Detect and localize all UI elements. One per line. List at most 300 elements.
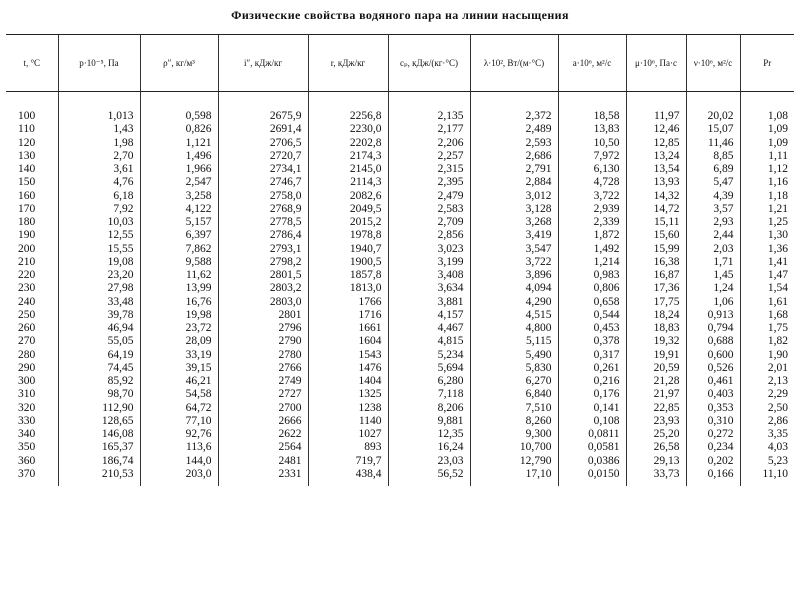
table-cell: 128,65 <box>58 415 140 428</box>
table-cell: 3,57 <box>686 203 740 216</box>
table-cell: 1,06 <box>686 296 740 309</box>
table-cell: 2,479 <box>388 190 470 203</box>
table-cell: 7,862 <box>140 243 218 256</box>
table-cell: 0,0150 <box>558 468 626 486</box>
table-cell: 2691,4 <box>218 123 308 136</box>
spacer-cell <box>558 92 626 111</box>
table-cell: 11,10 <box>740 468 794 486</box>
table-cell: 2,709 <box>388 216 470 229</box>
table-cell: 140 <box>18 163 36 176</box>
table-cell: 146,08 <box>58 428 140 441</box>
table-cell: 0,658 <box>558 296 626 309</box>
table-cell: 9,588 <box>140 256 218 269</box>
table-row <box>6 428 794 441</box>
table-cell: 17,36 <box>626 282 686 295</box>
table-cell: 5,47 <box>686 176 740 189</box>
table-cell: 270 <box>18 335 36 348</box>
table-cell: 12,85 <box>626 137 686 150</box>
table-cell: 3,128 <box>470 203 558 216</box>
table-cell: 2790 <box>218 335 308 348</box>
table-cell: 98,70 <box>58 388 140 401</box>
table-cell: 22,85 <box>626 402 686 415</box>
table-row <box>6 203 794 216</box>
table-cell: 13,54 <box>626 163 686 176</box>
table-cell: 1238 <box>308 402 388 415</box>
table-cell: 11,97 <box>626 110 686 123</box>
table-cell: 360 <box>18 454 36 467</box>
table-cell: 1,68 <box>740 309 794 322</box>
table-cell: 4,467 <box>388 322 470 335</box>
table-cell: 190 <box>18 229 36 242</box>
table-cell: 20,59 <box>626 362 686 375</box>
table-cell: 144,0 <box>140 455 218 468</box>
table-cell: 170 <box>18 202 36 215</box>
table-cell: 17,75 <box>626 296 686 309</box>
table-cell: 1476 <box>308 362 388 375</box>
table-cell: 92,76 <box>140 428 218 441</box>
table-cell: 2,939 <box>558 203 626 216</box>
spacer-cell <box>308 92 388 111</box>
table-cell: 2,547 <box>140 176 218 189</box>
table-cell: 1,013 <box>58 110 140 123</box>
table-row <box>6 243 794 256</box>
table-cell: 4,122 <box>140 203 218 216</box>
table-cell: 1857,8 <box>308 269 388 282</box>
table-cell: 180 <box>18 216 36 229</box>
table-cell: 1,121 <box>140 137 218 150</box>
table-cell: 54,58 <box>140 388 218 401</box>
column-header: ρ″, кг/м³ <box>140 35 218 92</box>
table-cell: 1,25 <box>740 216 794 229</box>
table-cell: 2780 <box>218 349 308 362</box>
table-cell: 2720,7 <box>218 150 308 163</box>
table-cell: 1,11 <box>740 150 794 163</box>
column-header: μ·10⁶, Па·с <box>626 35 686 92</box>
table-cell: 5,234 <box>388 349 470 362</box>
table-cell: 200 <box>18 242 36 255</box>
table-cell: 3,199 <box>388 256 470 269</box>
table-cell: 6,270 <box>470 375 558 388</box>
spacer-cell <box>58 92 140 111</box>
table-cell: 0,826 <box>140 123 218 136</box>
spacer-cell <box>740 92 794 111</box>
table-row <box>6 137 794 150</box>
table-cell: 370 <box>18 467 36 480</box>
table-cell: 5,694 <box>388 362 470 375</box>
table-cell: 1604 <box>308 335 388 348</box>
table-cell: 160 <box>18 189 36 202</box>
table-cell: 3,881 <box>388 296 470 309</box>
table-cell: 1,45 <box>686 269 740 282</box>
table-cell: 25,20 <box>626 428 686 441</box>
table-cell: 290 <box>18 361 36 374</box>
table-cell: 3,268 <box>470 216 558 229</box>
table-cell: 2796 <box>218 322 308 335</box>
table-cell: 15,60 <box>626 229 686 242</box>
table-cell: 17,10 <box>470 468 558 486</box>
table-cell: 74,45 <box>58 362 140 375</box>
table-cell: 39,15 <box>140 362 218 375</box>
steam-properties-table <box>6 34 794 486</box>
table-cell: 27,98 <box>58 282 140 295</box>
table-cell: 1,36 <box>740 243 794 256</box>
column-header: λ·10², Вт/(м·°C) <box>470 35 558 92</box>
table-cell: 230 <box>18 282 36 295</box>
table-cell: 2114,3 <box>308 176 388 189</box>
table-cell: 2049,5 <box>308 203 388 216</box>
table-cell: 6,280 <box>388 375 470 388</box>
table-cell: 240 <box>18 295 36 308</box>
table-cell: 2786,4 <box>218 229 308 242</box>
table-cell: 3,419 <box>470 229 558 242</box>
table-cell: 1,90 <box>740 349 794 362</box>
table-cell: 2734,1 <box>218 163 308 176</box>
table-cell: 0,141 <box>558 402 626 415</box>
table-cell: 0,806 <box>558 282 626 295</box>
table-cell: 2230,0 <box>308 123 388 136</box>
table-cell: 3,35 <box>740 428 794 441</box>
table-cell: 1,82 <box>740 335 794 348</box>
table-cell: 2,01 <box>740 362 794 375</box>
table-cell: 150 <box>18 176 36 189</box>
table-cell: 19,32 <box>626 335 686 348</box>
table-row <box>6 388 794 401</box>
table-cell: 0,108 <box>558 415 626 428</box>
table-cell: 4,157 <box>388 309 470 322</box>
column-header: i″, кДж/кг <box>218 35 308 92</box>
table-cell: 3,023 <box>388 243 470 256</box>
table-cell: 16,24 <box>388 441 470 454</box>
table-cell: 4,03 <box>740 441 794 454</box>
table-cell: 1,966 <box>140 163 218 176</box>
table-cell: 1813,0 <box>308 282 388 295</box>
header-row <box>6 35 794 92</box>
table-cell: 2,177 <box>388 123 470 136</box>
table-cell: 2,884 <box>470 176 558 189</box>
table-cell: 2,44 <box>686 229 740 242</box>
table-row <box>6 349 794 362</box>
table-cell: 12,46 <box>626 123 686 136</box>
table-row <box>6 282 794 295</box>
table-cell: 18,58 <box>558 110 626 123</box>
table-cell: 0,544 <box>558 309 626 322</box>
table-cell: 1404 <box>308 375 388 388</box>
table-cell: 1,872 <box>558 229 626 242</box>
table-cell: 15,55 <box>58 243 140 256</box>
table-cell: 0,983 <box>558 269 626 282</box>
table-cell: 2256,8 <box>308 110 388 123</box>
spacer-cell <box>140 92 218 111</box>
table-cell: 2793,1 <box>218 243 308 256</box>
table-row <box>6 163 794 176</box>
table-cell: 0,0581 <box>558 441 626 454</box>
table-cell: 110 <box>18 123 35 136</box>
table-cell: 210,53 <box>58 468 140 486</box>
table-cell: 13,24 <box>626 150 686 163</box>
spacer-cell <box>626 92 686 111</box>
spacer-cell <box>470 92 558 111</box>
table-row <box>6 110 794 123</box>
table-cell: 0,353 <box>686 402 740 415</box>
table-cell: 0,166 <box>686 468 740 486</box>
table-cell: 1,98 <box>58 137 140 150</box>
table-cell: 1716 <box>308 309 388 322</box>
table-cell: 2,791 <box>470 163 558 176</box>
table-cell: 15,07 <box>686 123 740 136</box>
table-cell: 2015,2 <box>308 216 388 229</box>
table-row <box>6 269 794 282</box>
spacer-cell <box>686 92 740 111</box>
table-row <box>6 468 794 486</box>
table-cell: 330 <box>18 414 36 427</box>
table-cell: 8,260 <box>470 415 558 428</box>
table-cell: 15,99 <box>626 243 686 256</box>
table-row <box>6 229 794 242</box>
table-cell: 0,461 <box>686 375 740 388</box>
table-cell: 2082,6 <box>308 190 388 203</box>
table-cell: 3,722 <box>558 190 626 203</box>
table-cell: 6,18 <box>58 190 140 203</box>
table-cell: 18,24 <box>626 309 686 322</box>
table-cell: 1,24 <box>686 282 740 295</box>
table-row <box>6 375 794 388</box>
column-header: cₚ, кДж/(кг·°C) <box>388 35 470 92</box>
table-cell: 33,73 <box>626 468 686 486</box>
table-cell: 10,700 <box>470 441 558 454</box>
table-row <box>6 176 794 189</box>
table-cell: 13,99 <box>140 282 218 295</box>
table-cell: 6,397 <box>140 229 218 242</box>
table-cell: 33,48 <box>58 296 140 309</box>
table-cell: 1140 <box>308 415 388 428</box>
table-cell: 250 <box>18 308 36 321</box>
table-cell: 1,08 <box>740 110 794 123</box>
table-cell: 3,634 <box>388 282 470 295</box>
table-cell: 12,35 <box>388 428 470 441</box>
table-cell: 0,0386 <box>558 455 626 468</box>
table-cell: 1,43 <box>58 123 140 136</box>
table-cell: 2174,3 <box>308 150 388 163</box>
spacer-cell <box>218 92 308 111</box>
table-cell: 2,686 <box>470 150 558 163</box>
table-cell: 1,09 <box>740 123 794 136</box>
table-cell: 340 <box>18 428 36 441</box>
table-cell: 2564 <box>218 441 308 454</box>
table-cell: 1,61 <box>740 296 794 309</box>
table-cell: 16,87 <box>626 269 686 282</box>
table-row <box>6 335 794 348</box>
table-cell: 0,272 <box>686 428 740 441</box>
table-cell: 64,19 <box>58 349 140 362</box>
table-cell: 0,176 <box>558 388 626 401</box>
table-cell: 39,78 <box>58 309 140 322</box>
table-cell: 2768,9 <box>218 203 308 216</box>
table-cell: 100 <box>18 110 36 123</box>
table-cell: 4,815 <box>388 335 470 348</box>
table-cell: 0,261 <box>558 362 626 375</box>
table-cell: 0,526 <box>686 362 740 375</box>
table-cell: 2622 <box>218 428 308 441</box>
spacer-cell <box>388 92 470 111</box>
table-cell: 2801,5 <box>218 269 308 282</box>
table-cell: 0,234 <box>686 441 740 454</box>
table-cell: 0,688 <box>686 335 740 348</box>
table-cell: 893 <box>308 441 388 454</box>
table-cell: 260 <box>18 322 36 335</box>
table-cell: 18,83 <box>626 322 686 335</box>
table-cell: 2801 <box>218 309 308 322</box>
table-cell: 13,83 <box>558 123 626 136</box>
table-cell: 5,157 <box>140 216 218 229</box>
table-cell: 2331 <box>218 468 308 486</box>
table-cell: 21,97 <box>626 388 686 401</box>
table-cell: 23,20 <box>58 269 140 282</box>
table-row <box>6 190 794 203</box>
table-cell: 46,94 <box>58 322 140 335</box>
table-cell: 2,257 <box>388 150 470 163</box>
table-cell: 14,72 <box>626 203 686 216</box>
table-cell: 3,61 <box>58 163 140 176</box>
table-cell: 3,896 <box>470 269 558 282</box>
table-cell: 1,21 <box>740 203 794 216</box>
table-cell: 0,310 <box>686 415 740 428</box>
table-cell: 1,47 <box>740 269 794 282</box>
table-title: Физические свойства водяного пара на линии насыщения <box>231 8 569 22</box>
table-cell: 4,290 <box>470 296 558 309</box>
table-cell: 0,317 <box>558 349 626 362</box>
table-cell: 2,315 <box>388 163 470 176</box>
table-cell: 186,74 <box>58 455 140 468</box>
table-cell: 7,972 <box>558 150 626 163</box>
column-header: ν·10⁶, м²/с <box>686 35 740 92</box>
table-cell: 10,03 <box>58 216 140 229</box>
table-cell: 2,339 <box>558 216 626 229</box>
table-cell: 23,72 <box>140 322 218 335</box>
table-cell: 2,372 <box>470 110 558 123</box>
table-cell: 23,93 <box>626 415 686 428</box>
table-cell: 113,6 <box>140 441 218 454</box>
table-cell: 1,12 <box>740 163 794 176</box>
table-cell: 2749 <box>218 375 308 388</box>
table-cell: 2727 <box>218 388 308 401</box>
table-row <box>6 296 794 309</box>
table-cell: 21,28 <box>626 375 686 388</box>
table-cell: 19,98 <box>140 309 218 322</box>
table-cell: 300 <box>18 375 36 388</box>
table-cell: 4,800 <box>470 322 558 335</box>
table-cell: 2666 <box>218 415 308 428</box>
table-row <box>6 322 794 335</box>
table-cell: 203,0 <box>140 468 218 486</box>
table-cell: 2803,2 <box>218 282 308 295</box>
table-cell: 9,300 <box>470 428 558 441</box>
spacer-row <box>6 92 794 111</box>
table-row <box>6 455 794 468</box>
table-cell: 0,0811 <box>558 428 626 441</box>
table-row <box>6 402 794 415</box>
table-cell: 0,794 <box>686 322 740 335</box>
table-cell: 1,496 <box>140 150 218 163</box>
table-cell: 165,37 <box>58 441 140 454</box>
table-cell: 280 <box>18 348 36 361</box>
table-cell: 2700 <box>218 402 308 415</box>
table-cell: 1543 <box>308 349 388 362</box>
table-cell: 2,13 <box>740 375 794 388</box>
table-cell: 3,258 <box>140 190 218 203</box>
table-cell: 9,881 <box>388 415 470 428</box>
table-cell: 11,46 <box>686 137 740 150</box>
table-cell: 2481 <box>218 455 308 468</box>
table-cell: 1,41 <box>740 256 794 269</box>
table-cell: 5,830 <box>470 362 558 375</box>
table-cell: 5,115 <box>470 335 558 348</box>
spacer-cell <box>6 92 58 111</box>
table-cell: 26,58 <box>626 441 686 454</box>
table-cell: 1,16 <box>740 176 794 189</box>
table-cell: 120 <box>18 136 36 149</box>
table-cell: 19,91 <box>626 349 686 362</box>
table-cell: 23,03 <box>388 455 470 468</box>
table-cell: 310 <box>18 388 36 401</box>
table-cell: 2145,0 <box>308 163 388 176</box>
table-cell: 2746,7 <box>218 176 308 189</box>
table-cell: 4,515 <box>470 309 558 322</box>
table-cell: 1,54 <box>740 282 794 295</box>
table-cell: 1,30 <box>740 229 794 242</box>
table-cell: 2,50 <box>740 402 794 415</box>
table-cell: 1,75 <box>740 322 794 335</box>
table-cell: 0,202 <box>686 455 740 468</box>
table-cell: 4,39 <box>686 190 740 203</box>
table-cell: 77,10 <box>140 415 218 428</box>
table-cell: 1978,8 <box>308 229 388 242</box>
table-cell: 2778,5 <box>218 216 308 229</box>
table-cell: 0,913 <box>686 309 740 322</box>
table-cell: 85,92 <box>58 375 140 388</box>
table-row <box>6 150 794 163</box>
table-cell: 12,790 <box>470 455 558 468</box>
table-cell: 12,55 <box>58 229 140 242</box>
table-cell: 2803,0 <box>218 296 308 309</box>
table-cell: 2758,0 <box>218 190 308 203</box>
table-cell: 112,90 <box>58 402 140 415</box>
table-cell: 438,4 <box>308 468 388 486</box>
table-cell: 1027 <box>308 428 388 441</box>
table-cell: 1766 <box>308 296 388 309</box>
table-cell: 2766 <box>218 362 308 375</box>
table-row <box>6 123 794 136</box>
table-cell: 2,489 <box>470 123 558 136</box>
table-cell: 3,408 <box>388 269 470 282</box>
table-cell: 6,89 <box>686 163 740 176</box>
table-cell: 0,403 <box>686 388 740 401</box>
table-cell: 130 <box>18 149 36 162</box>
table-cell: 2,03 <box>686 243 740 256</box>
table-cell: 719,7 <box>308 455 388 468</box>
table-row <box>6 309 794 322</box>
table-cell: 7,118 <box>388 388 470 401</box>
column-header: a·10⁶, м²/с <box>558 35 626 92</box>
table-cell: 2202,8 <box>308 137 388 150</box>
table-cell: 6,130 <box>558 163 626 176</box>
table-cell: 2798,2 <box>218 256 308 269</box>
table-cell: 3,547 <box>470 243 558 256</box>
table-cell: 8,206 <box>388 402 470 415</box>
table-cell: 2,86 <box>740 415 794 428</box>
table-row <box>6 362 794 375</box>
table-cell: 29,13 <box>626 455 686 468</box>
table-cell: 2,29 <box>740 388 794 401</box>
